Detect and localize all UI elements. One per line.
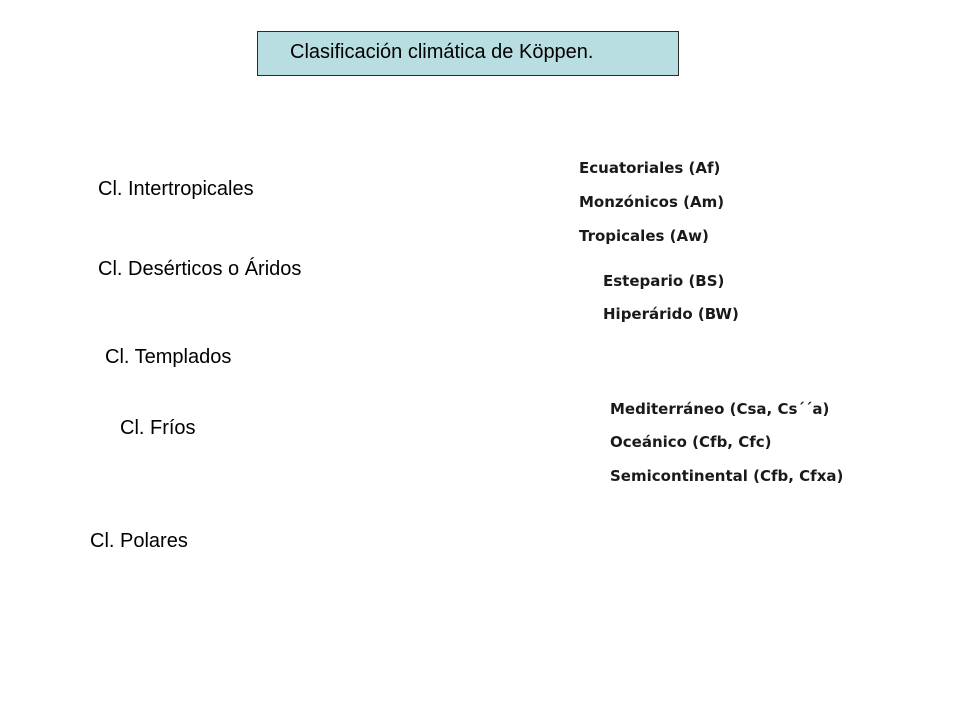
slide-title: Clasificación climática de Köppen. — [290, 41, 594, 63]
category-temperate: Cl. Templados — [105, 346, 232, 368]
category-cold: Cl. Fríos — [120, 417, 196, 439]
subtype-tropicales: Tropicales (Aw) — [579, 227, 709, 245]
subtype-estepario: Estepario (BS) — [603, 272, 725, 290]
subtype-monzonicos: Monzónicos (Am) — [579, 193, 725, 211]
subtype-semicontinental: Semicontinental (Cfb, Cfxa) — [610, 467, 844, 485]
subtype-ecuatoriales: Ecuatoriales (Af) — [579, 159, 721, 177]
category-polar: Cl. Polares — [90, 530, 188, 552]
category-arid: Cl. Desérticos o Áridos — [98, 258, 302, 280]
subtype-mediterraneo: Mediterráneo (Csa, Cs´´a) — [610, 400, 830, 418]
title-box — [257, 31, 679, 76]
subtype-oceanico: Oceánico (Cfb, Cfc) — [610, 433, 772, 451]
subtype-hiperarido: Hiperárido (BW) — [603, 305, 739, 323]
category-intertropical: Cl. Intertropicales — [98, 178, 254, 200]
